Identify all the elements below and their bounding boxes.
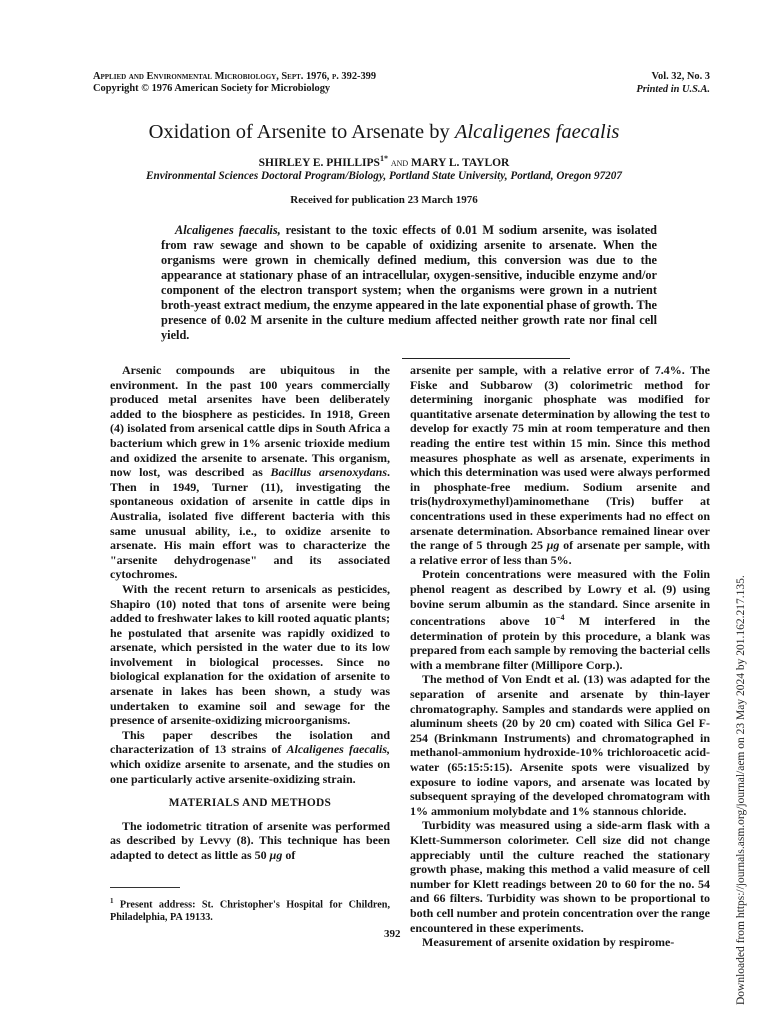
organism-name: Alcaligenes faecalis,	[286, 742, 390, 757]
section-heading: MATERIALS AND METHODS	[168, 797, 332, 810]
title-organism: Alcaligenes faecalis	[454, 121, 620, 143]
abstract-text: resistant to the toxic effects of 0.01 M sodium arsenite, was isolated from raw sewage and shown to be capable of oxidizing arsenite to arsenate. When the organisms were grown in chemically defined medium, this conversion was due to the appearance at stationary phase of an intracellular, oxygen-sensitive, inducible enzyme and/or component of the electron transport system; when the organisms were grown in a nutrient broth-yeast extract medium, the enzyme appeared in the late exponential phase of growth. The presence of 0.02 M arsenite in the culture medium affected neither growth rate nor final cell yield.	[161, 223, 657, 342]
right-column	[410, 363, 710, 950]
methods-paragraph-5: Turbidity was measured using a side-arm flask with a Klett-Summerson colorimeter. Cell size did not change appreciably until the culture reached the stationary growth phase, making this method a valid measure of cell number for Klett readings between 20 to 60 for the no. 54 and 66 filters. Turbidity was shown to be proportional to both cell number and protein concentration over the range encountered in these experiments.	[410, 818, 710, 935]
text-run: arsenite per sample, with a relative error of 7.4%. The Fiske and Subbarow (3) colorimetric method for determining inorganic phosphate was modified for quantitative arsenate determination by allowing the test to develop for exactly 75 min at room temperature and then reading the entire test within 15 min. Since this method measures phosphate as well as arsenate, experiments in which this determination was used were always performed in phosphate-free medium. Sodium arsenite and tris(hydroxymethyl)aminomethane (Tris) buffer at concentrations used in these experiments had no effect on arsenate determination. Absorbance remained linear over the range of 5 through 25	[410, 363, 710, 553]
abstract-divider	[402, 358, 570, 359]
journal-line: Applied and Environmental Microbiology, Sept. 1976, p. 392-399	[93, 71, 377, 82]
text-run: M interfered in the determination of protein by this procedure, a blank was prepared from each sample by removing the bacterial cells with a membrane filter (Millipore Corp.).	[410, 614, 710, 672]
printed-location: Printed in U.S.A.	[636, 83, 710, 95]
text-run: of arsenate per sample, with a relative error of less than 5%.	[410, 538, 710, 567]
methods-paragraph-6: Measurement of arsenite oxidation by respirome-	[422, 935, 675, 950]
affiliation: Environmental Sciences Doctoral Program/Biology, Portland State University, Portland, Oregon 97207	[146, 170, 622, 182]
text-run: which oxidize arsenite to arsenate, and the studies on one particularly active arsenite-oxidizing strain.	[110, 757, 390, 786]
footnote-mark: 1	[110, 897, 114, 905]
copyright-text: Copyright © 1976 American Society for Microbiology	[93, 83, 331, 94]
footnote	[110, 895, 390, 924]
exponent: −4	[555, 613, 565, 623]
text-run: Arsenic compounds are ubiquitous in the environment. In the past 100 years commercially produced metal arsenites have been deliberately added to the biosphere as pesticides. In 1918, Green (4) isolated from arsenical cattle dips in South Africa a bacterium which grew in 1% arsenic trioxide medium and oxidized the arsenite to arsenate. This organism, now lost, was described as	[110, 363, 390, 480]
text-run: Protein concentrations were measured with the Folin phenol reagent as described by Lowry et al. (9) using bovine serum albumin as the standard. Since arsenite in concentrations above 10	[410, 567, 710, 629]
author-2: MARY L. TAYLOR	[411, 156, 510, 169]
author-line	[0, 152, 768, 170]
author-conjunction: and	[390, 156, 409, 169]
text-run: of	[282, 848, 296, 862]
received-date: Received for publication 23 March 1976	[290, 194, 478, 206]
unit-symbol: μg	[546, 538, 560, 553]
left-column	[110, 363, 390, 863]
organism-name: Bacillus arsenoxydans	[270, 465, 387, 480]
abstract-paragraph	[161, 223, 657, 343]
methods-paragraph-3	[410, 567, 710, 672]
abstract-organism: Alcaligenes faecalis,	[175, 223, 281, 237]
intro-paragraph-3	[110, 728, 390, 786]
footnote-text: Present address: St. Christopher's Hospital for Children, Philadelphia, PA 19133.	[110, 899, 390, 923]
download-watermark: Downloaded from https://journals.asm.org/journal/aem on 23 May 2024 by 201.162.217.135.	[735, 575, 747, 1005]
intro-paragraph-2: With the recent return to arsenicals as pesticides, Shapiro (10) noted that tons of arsenite were being added to freshwater lakes to kill rooted aquatic plants; he postulated that arsenite was rapidly oxidized to arsenate, which persisted in the water due to its low involvement in biological processes. Since no biological explanation for the oxidation of arsenite to arsenate in lakes has been shown, a study was undertaken to examine soil and sewage for the presence of arsenite-oxidizing microorganisms.	[110, 581, 390, 728]
text-run: . Then in 1949, Turner (11), investigating the spontaneous oxidation of arsenite in cattle dips in Australia, isolated five different bacteria with this same unusual ability, i.e., to oxidize arsenite to arsenate. His main effort was to characterize the "arsenite dehydrogenase" and its associated cytochromes.	[110, 465, 390, 582]
volume-info	[636, 71, 710, 96]
footnote-divider	[110, 887, 180, 888]
abstract	[161, 223, 657, 343]
methods-paragraph-1	[110, 819, 390, 863]
page-number: 392	[384, 928, 401, 940]
methods-paragraph-4: The method of Von Endt et al. (13) was adapted for the separation of arsenite and arsenate by thin-layer chromatography. Samples and standards were applied on aluminum sheets (20 by 20 cm) coated with Silica Gel F-254 (Brinkmann Instruments) and chromatographed in methanol-ammonium hydroxide-10% trichloroacetic acid-water (65:15:5:15). Arsenite spots were visualized by exposure to iodine vapors, and arsenate was located by subsequent spraying of the developed chromatogram with 1% ammonium molybdate and 1% stannous chloride.	[410, 672, 710, 818]
volume-number: Vol. 32, No. 3	[651, 71, 710, 82]
paper-title	[0, 120, 768, 144]
author-1-marks: 1*	[379, 154, 388, 163]
text-run: This paper describes the isolation and characterization of 13 strains of	[110, 727, 390, 757]
intro-paragraph-1	[110, 363, 390, 582]
unit-symbol: μg	[269, 848, 283, 862]
copyright-line	[93, 83, 330, 96]
title-text: Oxidation of Arsenite to Arsenate by	[148, 121, 455, 143]
text-run: The iodometric titration of arsenite was performed as described by Levvy (8). This technique has been adapted to detect as little as 50	[110, 818, 390, 862]
author-1: SHIRLEY E. PHILLIPS	[258, 156, 380, 169]
methods-paragraph-2	[410, 363, 710, 567]
journal-citation	[93, 71, 376, 84]
